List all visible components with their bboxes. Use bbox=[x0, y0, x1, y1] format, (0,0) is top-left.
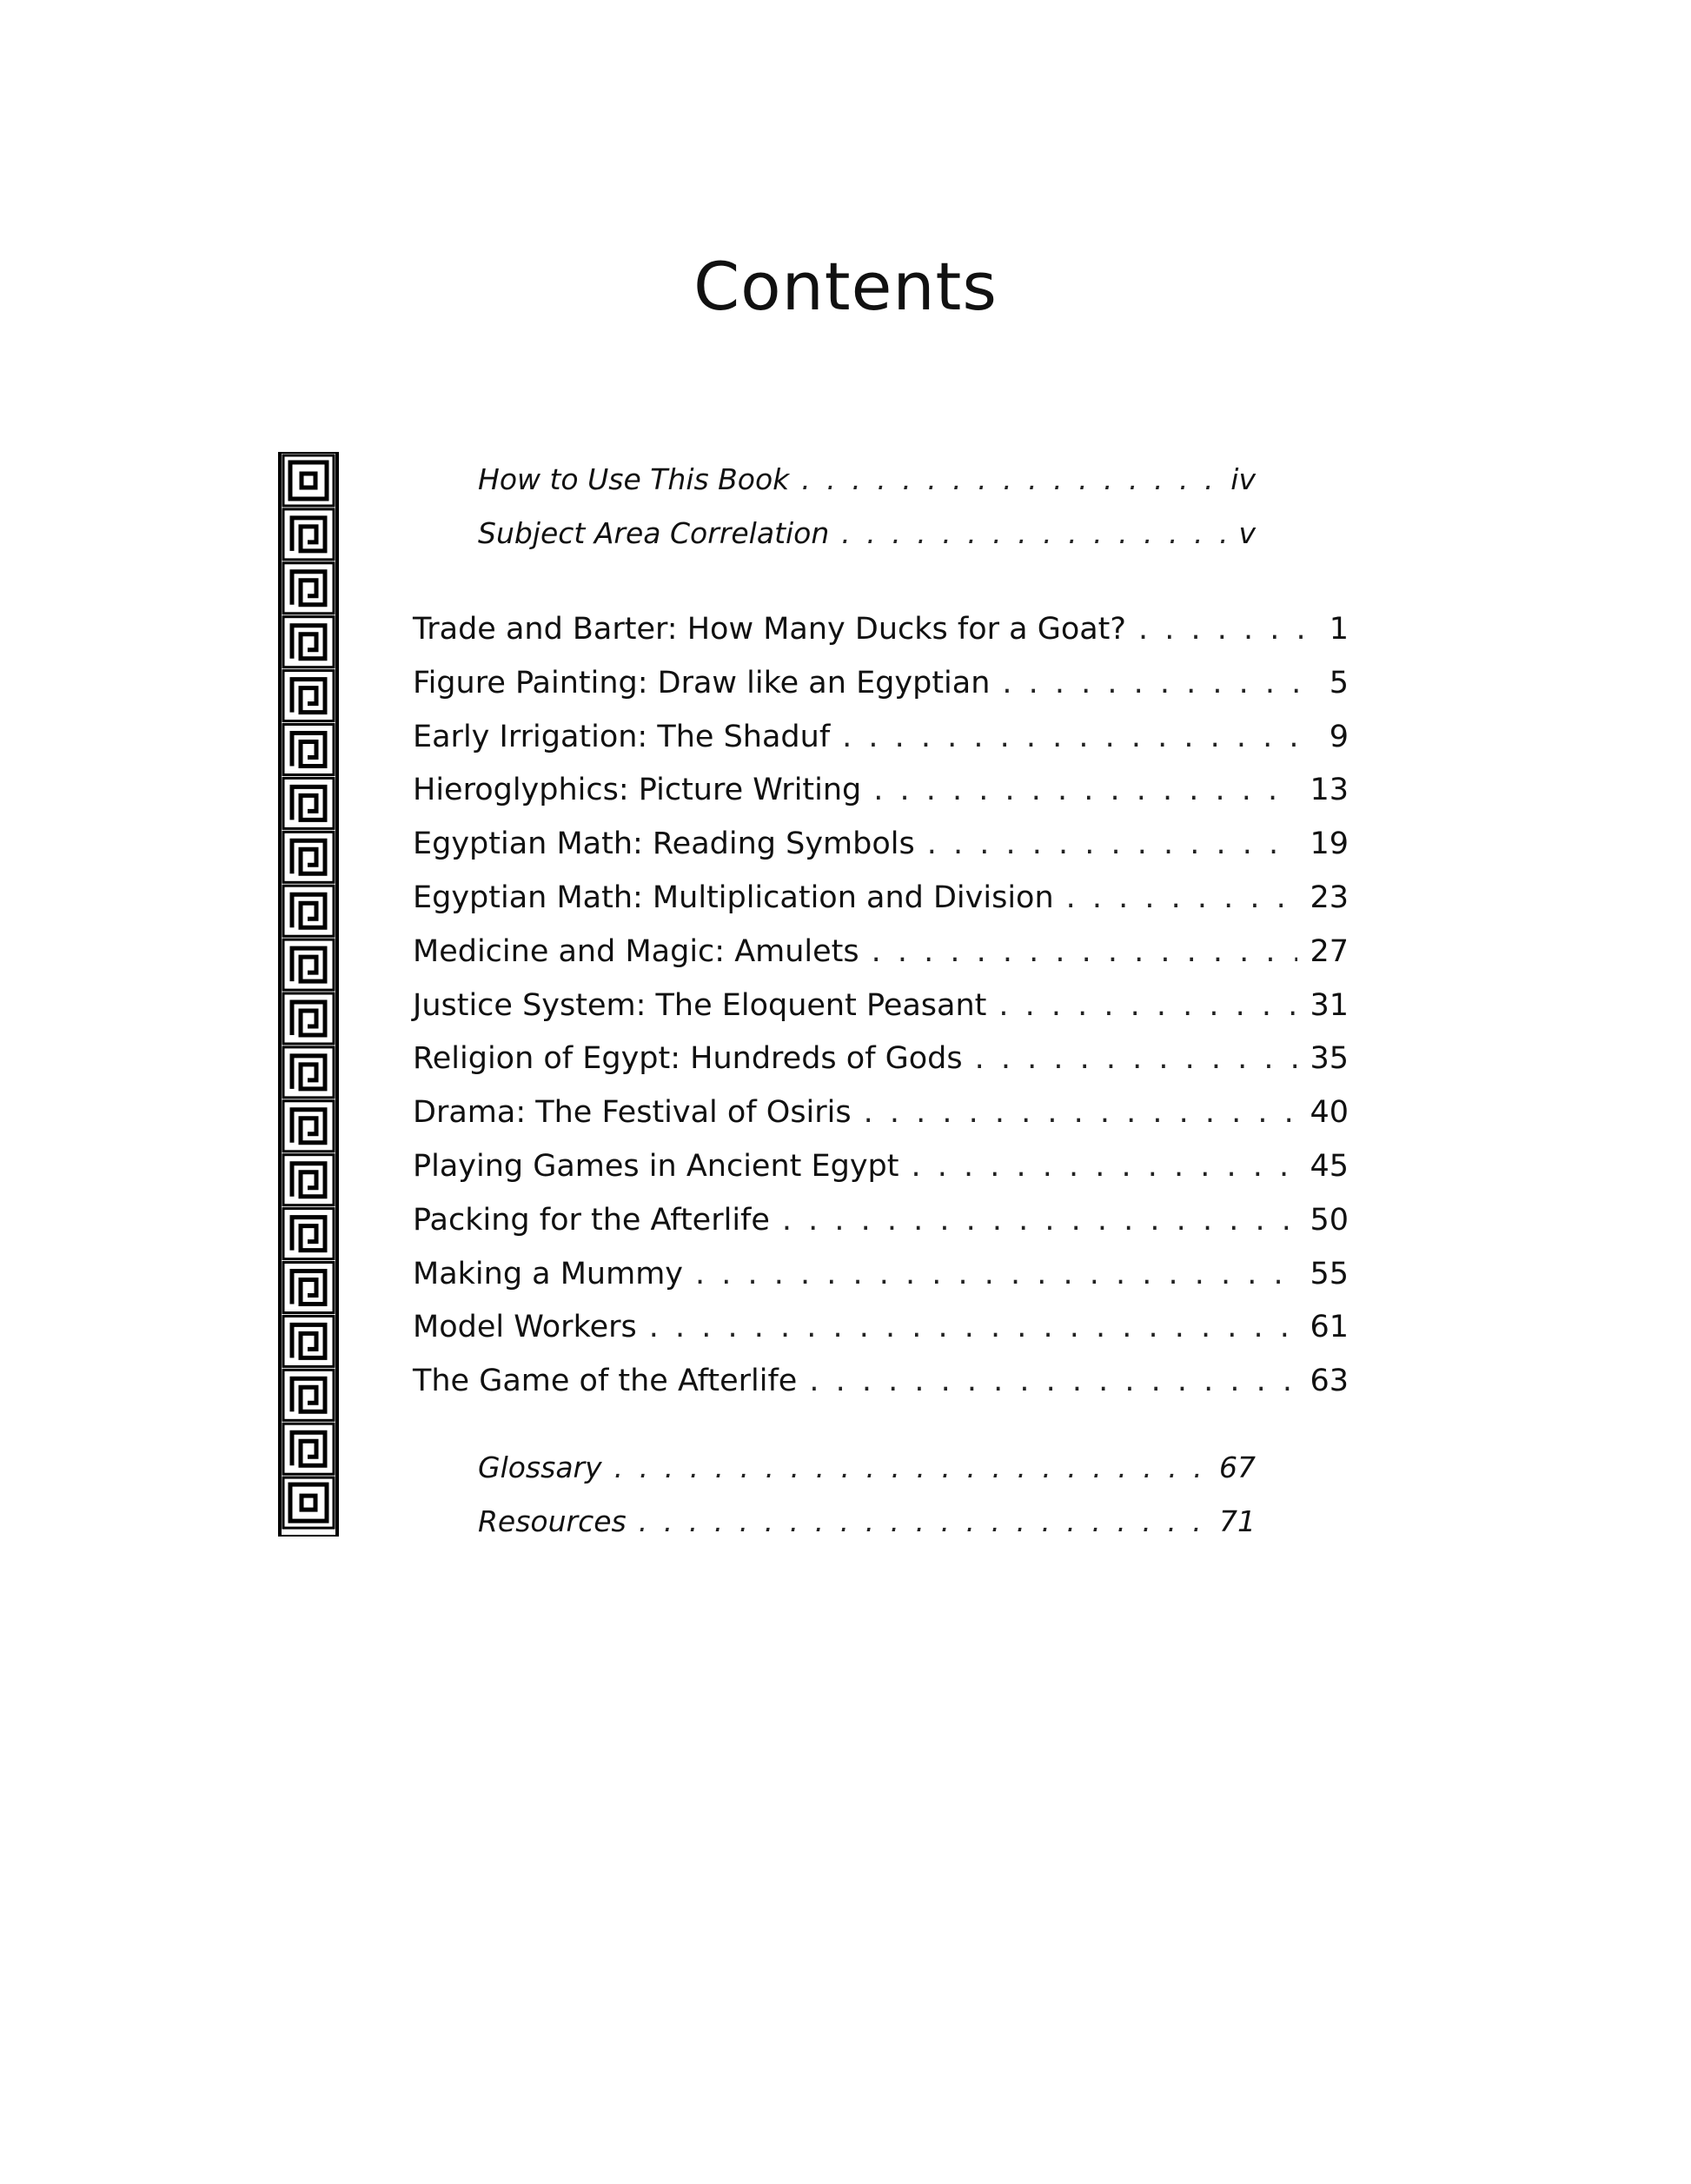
dot-leader bbox=[649, 1308, 1298, 1346]
greek-key-tile bbox=[283, 1370, 334, 1420]
greek-key-tile bbox=[283, 1047, 334, 1098]
toc-entry bbox=[478, 1503, 1256, 1541]
toc-entry-page-number: 50 bbox=[1310, 1202, 1349, 1238]
toc-entry-page-number: 67 bbox=[1219, 1450, 1256, 1484]
toc-entry bbox=[413, 879, 1349, 917]
toc-entry bbox=[413, 771, 1349, 809]
toc-entry-page-number: 71 bbox=[1219, 1504, 1256, 1538]
dot-leader bbox=[872, 933, 1298, 971]
toc-entry bbox=[413, 933, 1349, 971]
greek-key-border bbox=[278, 452, 339, 1537]
toc-entry bbox=[478, 461, 1256, 499]
toc-entry-title: Medicine and Magic: Amulets bbox=[413, 933, 859, 969]
toc-entry-page-number: 19 bbox=[1310, 826, 1349, 862]
toc-entry-page-number: 40 bbox=[1310, 1095, 1349, 1131]
toc-entry-title: Egyptian Math: Reading Symbols bbox=[413, 826, 915, 862]
greek-key-tile bbox=[283, 1424, 334, 1474]
greek-key-tile bbox=[283, 1209, 334, 1259]
toc-entry-title: Drama: The Festival of Osiris bbox=[413, 1095, 852, 1131]
greek-key-tile bbox=[283, 886, 334, 936]
toc-entry-title: Justice System: The Eloquent Peasant bbox=[413, 987, 987, 1023]
greek-key-tile bbox=[283, 725, 334, 775]
dot-leader bbox=[782, 1201, 1298, 1239]
toc-entry-page-number: iv bbox=[1230, 462, 1256, 496]
greek-key-tile bbox=[283, 509, 334, 560]
toc-entry bbox=[413, 1147, 1349, 1185]
toc-entry-page-number: 45 bbox=[1310, 1149, 1349, 1184]
toc-entry-title: Hieroglyphics: Picture Writing bbox=[413, 773, 862, 808]
toc-entry-page-number: 23 bbox=[1310, 880, 1349, 915]
toc-entry-title: Glossary bbox=[478, 1450, 602, 1484]
toc-entry bbox=[413, 825, 1349, 863]
toc-entry-page-number: 55 bbox=[1310, 1256, 1349, 1291]
toc-entry-page-number: 61 bbox=[1310, 1310, 1349, 1345]
toc-entry bbox=[413, 718, 1349, 756]
toc-entry-page-number: 31 bbox=[1310, 987, 1349, 1023]
dot-leader bbox=[1066, 879, 1298, 917]
greek-key-tile bbox=[283, 671, 334, 721]
page-title: Contents bbox=[693, 248, 998, 325]
toc-entry-page-number: 63 bbox=[1310, 1364, 1349, 1399]
toc-entry bbox=[413, 1255, 1349, 1293]
toc-entry-title: Model Workers bbox=[413, 1310, 637, 1345]
dot-leader bbox=[1002, 664, 1316, 702]
toc-entry bbox=[413, 1093, 1349, 1132]
greek-key-tile bbox=[283, 617, 334, 667]
dot-leader bbox=[842, 718, 1317, 756]
toc-entry bbox=[413, 1362, 1349, 1400]
greek-key-tile bbox=[283, 832, 334, 882]
toc-entry-title: Subject Area Correlation bbox=[478, 515, 830, 550]
toc-entry-page-number: 13 bbox=[1310, 773, 1349, 808]
dot-leader bbox=[873, 771, 1297, 809]
greek-key-tile bbox=[283, 1316, 334, 1366]
toc-entry-title: Packing for the Afterlife bbox=[413, 1202, 770, 1238]
dot-leader bbox=[639, 1503, 1207, 1541]
toc-entry-page-number: 9 bbox=[1329, 719, 1349, 754]
toc-entry bbox=[413, 1201, 1349, 1239]
toc-entry bbox=[413, 1039, 1349, 1078]
toc-entry bbox=[413, 1308, 1349, 1346]
toc-entry-page-number: 5 bbox=[1329, 665, 1349, 700]
greek-key-tile bbox=[283, 1101, 334, 1152]
dot-leader bbox=[975, 1039, 1298, 1078]
dot-leader bbox=[801, 461, 1218, 499]
toc-entry-title: Trade and Barter: How Many Ducks for a Goat? bbox=[413, 612, 1126, 647]
toc-entry-title: Early Irrigation: The Shaduf bbox=[413, 719, 831, 754]
dot-leader bbox=[809, 1362, 1297, 1400]
dot-leader bbox=[927, 825, 1298, 863]
greek-key-tile bbox=[283, 1263, 334, 1313]
toc-entry-title: Resources bbox=[478, 1504, 627, 1538]
toc-entry-title: The Game of the Afterlife bbox=[413, 1364, 798, 1399]
greek-key-end-tile bbox=[283, 1477, 334, 1528]
toc-entry-title: How to Use This Book bbox=[478, 462, 790, 496]
dot-leader bbox=[614, 1449, 1207, 1487]
toc-entry-title: Figure Painting: Draw like an Egyptian bbox=[413, 665, 991, 700]
dot-leader bbox=[1138, 610, 1317, 648]
dot-leader bbox=[998, 986, 1297, 1025]
toc-entry-page-number: v bbox=[1238, 515, 1256, 550]
dot-leader bbox=[695, 1255, 1297, 1293]
toc-entry-title: Playing Games in Ancient Egypt bbox=[413, 1149, 899, 1184]
toc-entry-page-number: 35 bbox=[1310, 1041, 1349, 1077]
greek-key-tile bbox=[283, 1155, 334, 1205]
greek-key-tile bbox=[283, 939, 334, 990]
toc-entry bbox=[478, 1449, 1256, 1487]
dot-leader bbox=[911, 1147, 1297, 1185]
toc-entry-title: Egyptian Math: Multiplication and Division bbox=[413, 880, 1054, 915]
greek-key-tile bbox=[283, 778, 334, 828]
dot-leader bbox=[841, 514, 1226, 553]
greek-key-tile bbox=[283, 993, 334, 1044]
toc-entry-page-number: 1 bbox=[1329, 612, 1349, 647]
toc-entry-page-number: 27 bbox=[1310, 933, 1349, 969]
greek-key-end-tile bbox=[283, 455, 334, 506]
toc-entry-title: Religion of Egypt: Hundreds of Gods bbox=[413, 1041, 963, 1077]
toc-entry bbox=[413, 986, 1349, 1025]
toc-entry bbox=[413, 610, 1349, 648]
greek-key-tile bbox=[283, 563, 334, 614]
dot-leader bbox=[864, 1093, 1298, 1132]
toc-entry-title: Making a Mummy bbox=[413, 1256, 684, 1291]
toc-entry bbox=[478, 514, 1256, 553]
toc-entry bbox=[413, 664, 1349, 702]
